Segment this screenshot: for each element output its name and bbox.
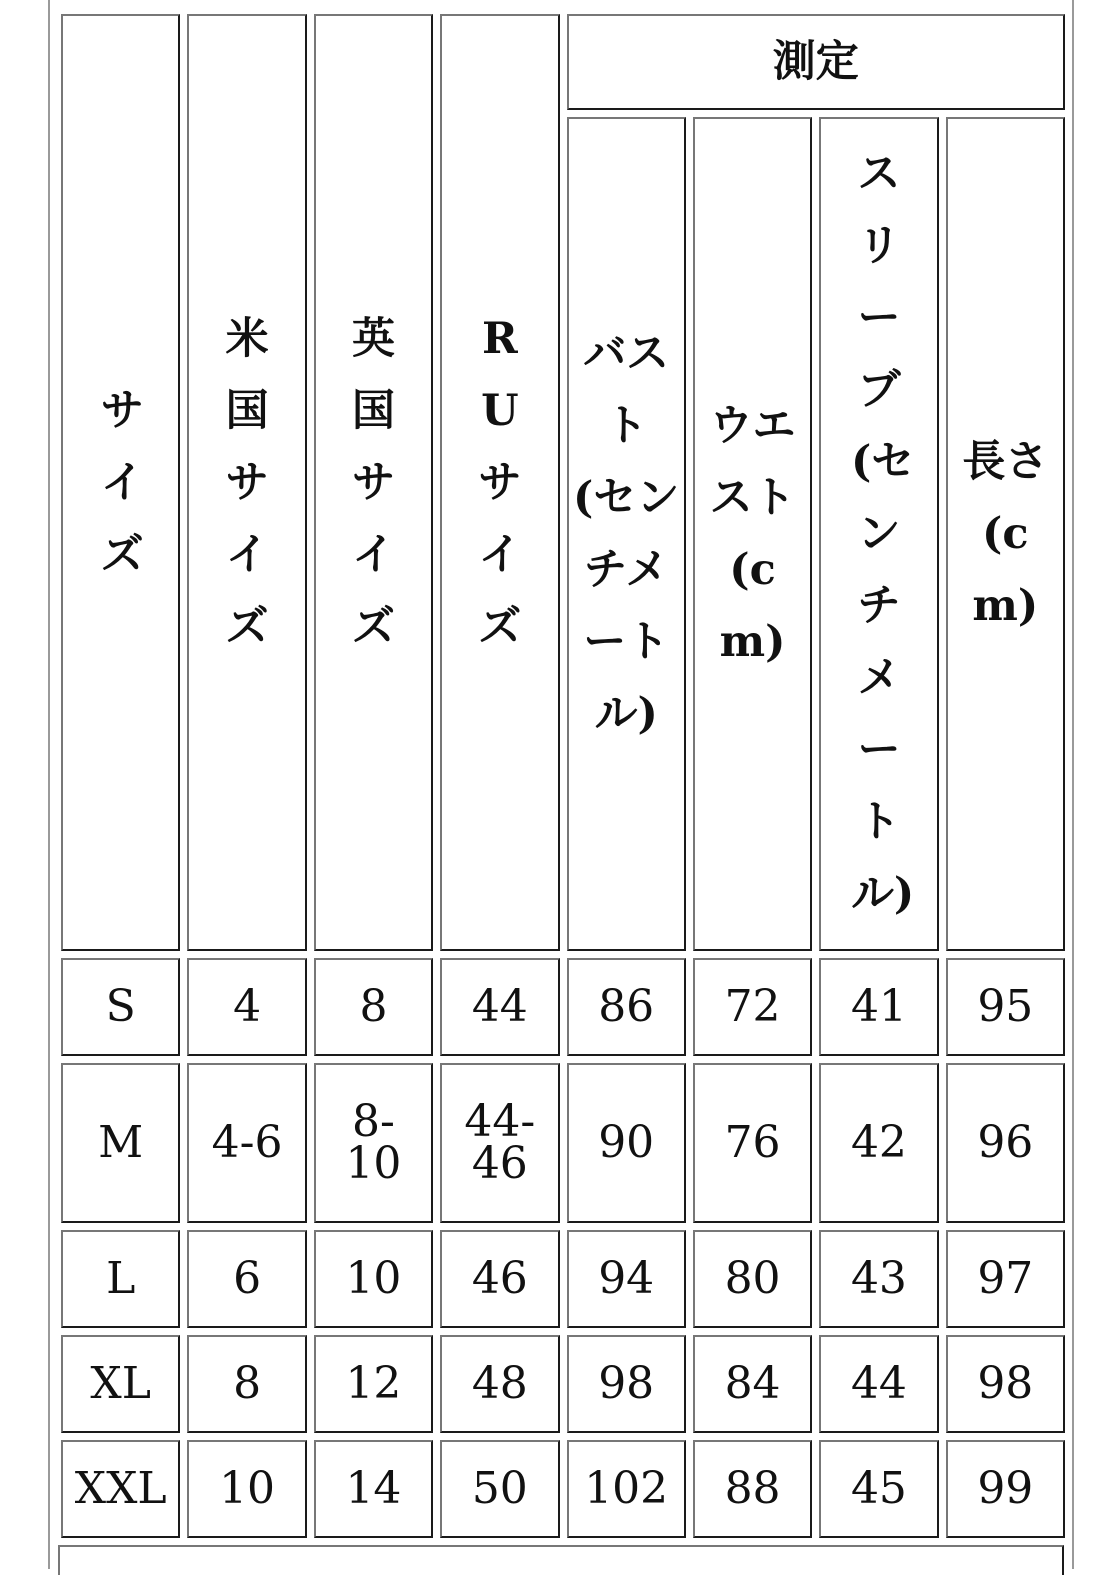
- cell-ru-size: 44: [440, 958, 559, 1056]
- cell-length: 97: [946, 1230, 1065, 1328]
- header-length: 長さ (cm): [946, 117, 1065, 951]
- right-page-rule: [1072, 0, 1074, 1569]
- cell-bust: 90: [567, 1063, 686, 1223]
- cell-uk-size: 8: [314, 958, 433, 1056]
- table-row: [61, 1230, 1065, 1328]
- cell-waist: 76: [693, 1063, 812, 1223]
- header-sleeve: スリーブ(センチメートル): [819, 117, 938, 951]
- cell-us-size: 6: [187, 1230, 306, 1328]
- cell-ru-size: 46: [440, 1230, 559, 1328]
- next-table-edge: [58, 1545, 1064, 1575]
- cell-waist: 88: [693, 1440, 812, 1538]
- cell-uk-size: 14: [314, 1440, 433, 1538]
- cell-uk-size: 10: [314, 1230, 433, 1328]
- header-bust: バスト (センチメートル): [567, 117, 686, 951]
- cell-length: 98: [946, 1335, 1065, 1433]
- header-size: サイズ: [61, 14, 180, 951]
- header-waist: ウエスト (cm): [693, 117, 812, 951]
- cell-bust: 98: [567, 1335, 686, 1433]
- header-uk-size: 英国サイズ: [314, 14, 433, 951]
- cell-us-size: 4-6: [187, 1063, 306, 1223]
- cell-size: M: [61, 1063, 180, 1223]
- cell-size: XXL: [61, 1440, 180, 1538]
- table-row: [61, 1440, 1065, 1538]
- cell-bust: 102: [567, 1440, 686, 1538]
- cell-length: 96: [946, 1063, 1065, 1223]
- cell-length: 95: [946, 958, 1065, 1056]
- cell-us-size: 4: [187, 958, 306, 1056]
- left-page-rule: [48, 0, 50, 1569]
- cell-ru-size: 48: [440, 1335, 559, 1433]
- cell-uk-size: 12: [314, 1335, 433, 1433]
- cell-ru-size: 44-46: [440, 1063, 559, 1223]
- table-row: [61, 1335, 1065, 1433]
- cell-waist: 80: [693, 1230, 812, 1328]
- cell-uk-size: 8-10: [314, 1063, 433, 1223]
- cell-us-size: 10: [187, 1440, 306, 1538]
- cell-waist: 84: [693, 1335, 812, 1433]
- table-row: [61, 1063, 1065, 1223]
- table-row: [61, 958, 1065, 1056]
- cell-bust: 94: [567, 1230, 686, 1328]
- header-measurements-group: 測定: [567, 14, 1066, 110]
- cell-sleeve: 45: [819, 1440, 938, 1538]
- header-ru-size: RU サイズ: [440, 14, 559, 951]
- cell-size: S: [61, 958, 180, 1056]
- cell-us-size: 8: [187, 1335, 306, 1433]
- header-row-group: [61, 14, 1065, 110]
- cell-sleeve: 44: [819, 1335, 938, 1433]
- cell-length: 99: [946, 1440, 1065, 1538]
- cell-ru-size: 50: [440, 1440, 559, 1538]
- cell-sleeve: 41: [819, 958, 938, 1056]
- cell-waist: 72: [693, 958, 812, 1056]
- header-us-size: 米国サイズ: [187, 14, 306, 951]
- cell-size: L: [61, 1230, 180, 1328]
- cell-size: XL: [61, 1335, 180, 1433]
- size-chart-table: [54, 7, 1072, 1545]
- cell-sleeve: 43: [819, 1230, 938, 1328]
- cell-bust: 86: [567, 958, 686, 1056]
- cell-sleeve: 42: [819, 1063, 938, 1223]
